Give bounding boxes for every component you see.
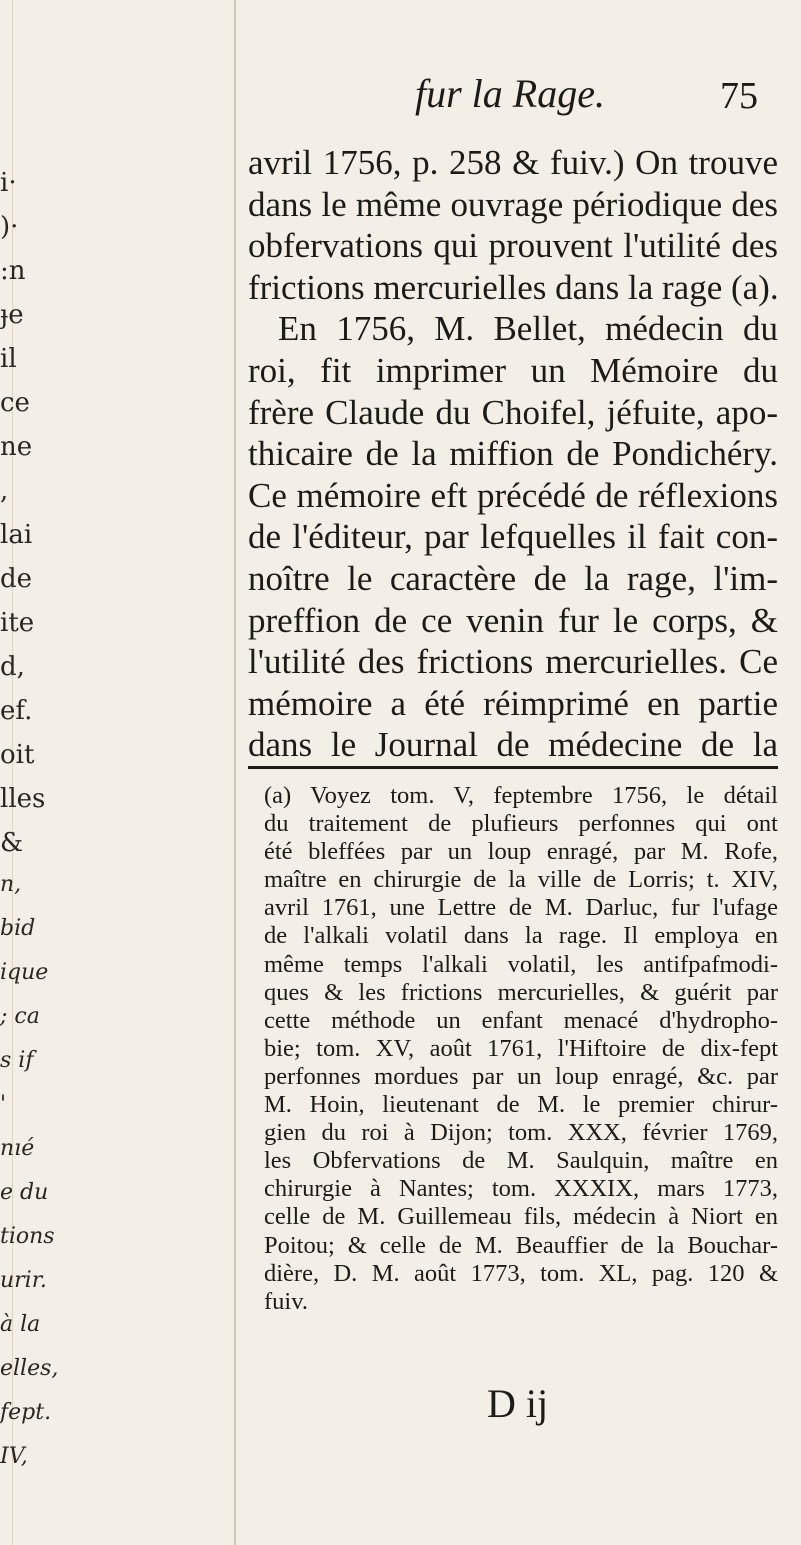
gutter-fragment: IV, [0,1444,28,1469]
footnote-line: cette méthode un enfant menacé d'hydropho- [264,1006,778,1034]
body-line: preffion de ce venin fur le corps, & [248,600,778,640]
footnote-line: les Obfervations de M. Saulquin, maître en [264,1147,778,1175]
gutter-fragment: s if [0,1048,34,1073]
gutter-fragment: elles, [0,1356,59,1381]
gutter-fragment: , [0,476,9,506]
footnote-line: (a) Voyez tom. V, feptembre 1756, le détail [264,782,778,809]
gutter-fragment: ne [0,432,33,462]
footnote-line: dière, D. M. août 1773, tom. XL, pag. 120 & [264,1259,778,1287]
footnote-line: gien du roi à Dijon; tom. XXX, février 1769, [264,1119,778,1147]
gutter-fragment: lles [0,784,46,814]
footnote-line: maître en chirurgie de la ville de Lorris; t. XIV, [264,866,778,894]
gutter-fragment: & [0,828,24,858]
gutter-fragment: oit [0,740,35,770]
body-line: En 1756, M. Bellet, médecin du [278,309,778,349]
body-line: roi, fit imprimer un Mémoire du [248,350,778,390]
gutter-fragment: i· [0,168,17,198]
gutter-fragment: nıé [0,1136,35,1161]
body-line: obfervations qui prouvent l'utilité des [248,226,778,266]
gutter-fragment: ce [0,388,30,418]
gutter-fragment: bid [0,916,36,941]
footnote-line: perfonnes mordues par un loup enragé, &c. par [264,1062,778,1090]
body-line: l'utilité des frictions mercurielles. Ce [248,642,778,682]
gutter-fragment: d, [0,652,25,682]
footnote-line: même temps l'alkali volatil, les antifpafmodi- [264,950,778,978]
gutter-fragment: :n [0,256,26,286]
body-line: noître le caractère de la rage, l'im- [248,558,778,598]
gutter-shadow [234,0,236,1545]
footnote-line: fuiv. [264,1287,308,1315]
footnote-line: Poitou; & celle de M. Beauffier de la Bouchar- [264,1231,778,1259]
body-line: de l'éditeur, par lefquelles il fait con- [248,517,778,557]
body-line: avril 1756, p. 258 & fuiv.) On trouve [248,143,778,182]
footnote [264,782,778,1316]
body-line: frère Claude du Choifel, jéfuite, apo- [248,392,778,432]
gutter-fragment: tions [0,1224,55,1249]
gutter-fragment: e du [0,1180,49,1205]
body-line: Ce mémoire eft précédé de réflexions [248,475,778,515]
footnote-line: été bleffées par un loup enragé, par M. Rofe, [264,838,778,866]
footnote-line: M. Hoin, lieutenant de M. le premier chirur- [264,1091,778,1119]
gutter-fragment: à la [0,1312,41,1337]
facing-page-bleed [0,0,250,1545]
footnote-line: ques & les frictions mercurielles, & guérit par [264,978,778,1006]
footnote-rule [248,766,778,769]
gutter-fragment: lai [0,520,33,550]
page-header [250,70,770,120]
gutter-fragment: ' [0,1092,7,1117]
body-line: frictions mercurielles dans la rage (a). [248,267,779,307]
gutter-fragment: ef. [0,696,33,726]
gutter-fragment: de [0,564,33,594]
gutter-fragment: ɟe [0,300,24,330]
footnote-line: de l'alkali volatil dans la rage. Il employa en [264,922,778,950]
gutter-fragment: ite [0,608,35,638]
gutter-fragment: urir. [0,1268,47,1293]
gutter-fragment: ique [0,960,49,985]
gutter-fragment: ; ca [0,1004,40,1029]
footnote-line: bie; tom. XV, août 1761, l'Hiftoire de dix-fept [264,1034,778,1062]
footnote-line: avril 1761, une Lettre de M. Darluc, fur l'ufage [264,894,778,922]
gutter-fragment: )· [0,212,19,242]
signature-mark: D ij [487,1381,549,1426]
body-line: thicaire de la miffion de Pondichéry. [248,434,778,474]
gutter-fragment: fept. [0,1400,52,1425]
body-line: dans le Journal de médecine de la [248,725,778,765]
footnote-line: chirurgie à Nantes; tom. XXXIX, mars 1773, [264,1175,778,1203]
footnote-line: du traitement de plufieurs perfonnes qui ont [264,810,778,838]
body-line: dans le même ouvrage périodique des [248,184,778,224]
running-title: fur la Rage. [415,71,605,116]
body-line: mémoire a été réimprimé en partie [248,683,778,723]
gutter-fragment: il [0,344,17,374]
gutter-fragment: n, [0,872,22,897]
footnote-line: celle de M. Guillemeau fils, médecin à Niort en [264,1203,778,1231]
body-text [248,142,778,766]
page-number: 75 [720,75,758,117]
